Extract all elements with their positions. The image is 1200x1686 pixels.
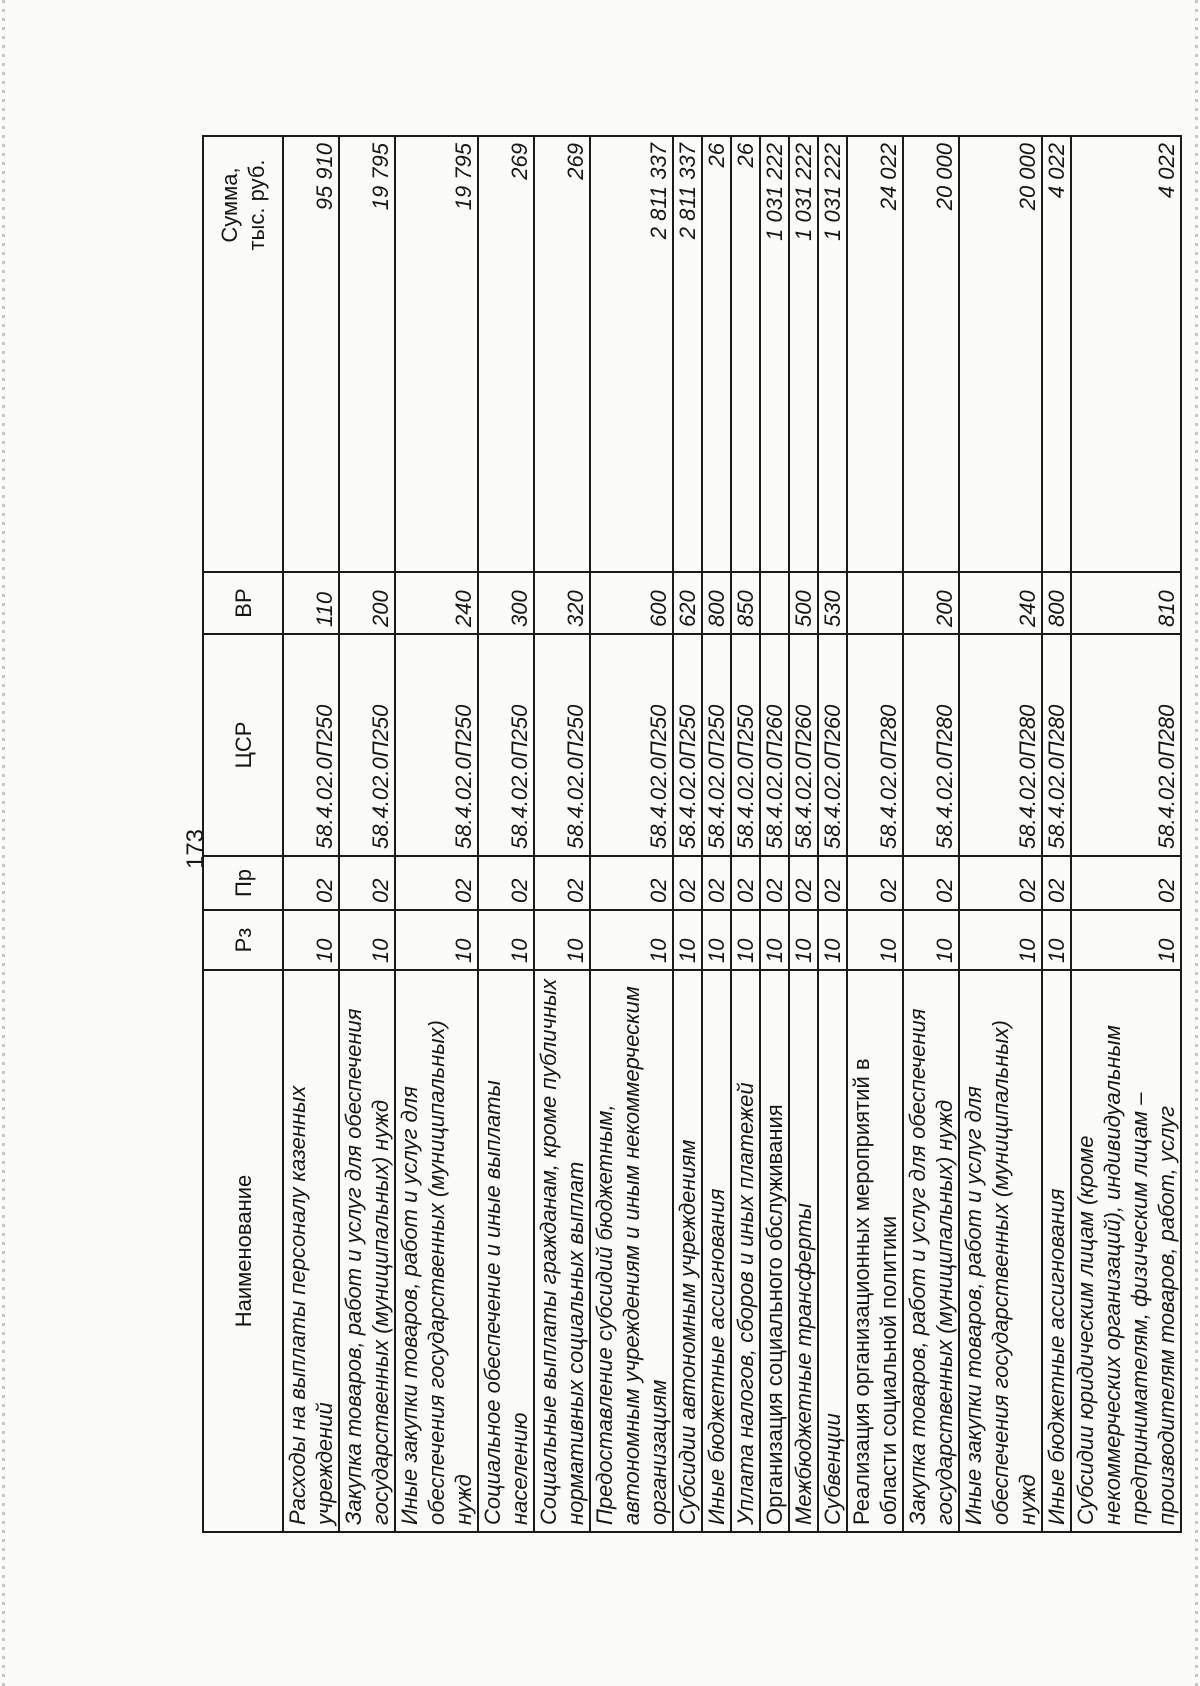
cell-vr: 240 [395,572,478,634]
cell-sum: 19 795 [339,136,395,572]
cell-sum: 269 [534,136,590,572]
cell-rz: 10 [1071,910,1181,970]
cell-vr: 110 [283,572,339,634]
cell-rz: 10 [818,910,847,970]
header-csr: ЦСР [203,634,283,856]
budget-table [202,135,1182,1533]
table-row [847,136,903,1532]
cell-rz: 10 [534,910,590,970]
table-header-row [203,136,283,1532]
table-row [789,136,818,1532]
cell-sum: 4 022 [1042,136,1071,572]
cell-sum: 1 031 222 [789,136,818,572]
cell-rz: 10 [283,910,339,970]
cell-rz: 10 [903,910,959,970]
cell-name: Закупка товаров, работ и услуг для обеспечения государственных (муниципальных) нужд [339,970,395,1532]
cell-rz: 10 [478,910,534,970]
cell-vr: 320 [534,572,590,634]
cell-pr: 02 [1071,856,1181,910]
header-name: Наименование [203,970,283,1532]
cell-name: Реализация организационных мероприятий в области социальной политики [847,970,903,1532]
cell-vr: 800 [702,572,731,634]
cell-vr: 600 [590,572,673,634]
cell-csr: 58.4.02.0П250 [590,634,673,856]
cell-csr: 58.4.02.0П280 [1042,634,1071,856]
cell-pr: 02 [478,856,534,910]
cell-vr: 530 [818,572,847,634]
header-sum-line2: тыс. руб. [244,159,269,251]
cell-csr: 58.4.02.0П260 [818,634,847,856]
cell-sum: 4 022 [1071,136,1181,572]
header-rz: Рз [203,910,283,970]
table-row [903,136,959,1532]
cell-name: Иные бюджетные ассигнования [702,970,731,1532]
cell-rz: 10 [731,910,760,970]
page-number: 173 [182,828,209,870]
cell-rz: 10 [847,910,903,970]
cell-pr: 02 [534,856,590,910]
cell-name: Закупка товаров, работ и услуг для обеспечения государственных (муниципальных) нужд [903,970,959,1532]
cell-csr: 58.4.02.0П250 [731,634,760,856]
cell-name: Социальное обеспечение и иные выплаты населению [478,970,534,1532]
cell-rz: 10 [959,910,1042,970]
cell-pr: 02 [818,856,847,910]
cell-vr: 200 [903,572,959,634]
table-row [1071,136,1181,1532]
cell-name: Субвенции [818,970,847,1532]
cell-csr: 58.4.02.0П280 [959,634,1042,856]
cell-sum: 24 022 [847,136,903,572]
cell-pr: 02 [590,856,673,910]
table-row [339,136,395,1532]
table-row [731,136,760,1532]
cell-name: Предоставление субсидий бюджетным, автономным учреждениям и иным некоммерческим организациям [590,970,673,1532]
cell-csr: 58.4.02.0П260 [789,634,818,856]
cell-name: Социальные выплаты гражданам, кроме публичных нормативных социальных выплат [534,970,590,1532]
cell-sum: 2 811 337 [590,136,673,572]
cell-pr: 02 [847,856,903,910]
cell-csr: 58.4.02.0П250 [339,634,395,856]
cell-sum: 26 [731,136,760,572]
scan-edge-right [1195,0,1198,1686]
cell-name: Расходы на выплаты персоналу казенных учреждений [283,970,339,1532]
budget-table-sheet [202,137,1179,1533]
cell-pr: 02 [731,856,760,910]
cell-rz: 10 [789,910,818,970]
table-row [395,136,478,1532]
cell-sum: 95 910 [283,136,339,572]
cell-csr: 58.4.02.0П250 [283,634,339,856]
cell-pr: 02 [395,856,478,910]
table-body [283,136,1181,1532]
cell-rz: 10 [339,910,395,970]
cell-vr: 300 [478,572,534,634]
cell-pr: 02 [283,856,339,910]
cell-vr: 800 [1042,572,1071,634]
cell-csr: 58.4.02.0П250 [395,634,478,856]
table-row [1042,136,1071,1532]
cell-sum: 269 [478,136,534,572]
cell-pr: 02 [673,856,702,910]
cell-csr: 58.4.02.0П250 [478,634,534,856]
cell-rz: 10 [702,910,731,970]
cell-vr: 240 [959,572,1042,634]
table-row [478,136,534,1532]
table-row [283,136,339,1532]
cell-vr [847,572,903,634]
table-row [959,136,1042,1532]
cell-vr: 850 [731,572,760,634]
scan-edge-left [2,0,5,1686]
table-row [818,136,847,1532]
cell-csr: 58.4.02.0П280 [847,634,903,856]
cell-sum: 19 795 [395,136,478,572]
cell-csr: 58.4.02.0П250 [534,634,590,856]
cell-name: Субсидии юридическим лицам (кроме некоммерческих организаций), индивидуальным предпринимателям, физическим лицам – производителям товаров, работ, услуг [1071,970,1181,1532]
cell-csr: 58.4.02.0П280 [903,634,959,856]
table-row [760,136,789,1532]
header-sum [203,136,283,572]
cell-name: Межбюджетные трансферты [789,970,818,1532]
cell-vr: 500 [789,572,818,634]
cell-rz: 10 [1042,910,1071,970]
cell-name: Иные закупки товаров, работ и услуг для обеспечения государственных (муниципальных) нужд [395,970,478,1532]
header-sum-line1: Сумма, [217,167,242,243]
cell-vr [760,572,789,634]
cell-vr: 200 [339,572,395,634]
cell-pr: 02 [903,856,959,910]
cell-sum: 20 000 [903,136,959,572]
cell-name: Уплата налогов, сборов и иных платежей [731,970,760,1532]
cell-pr: 02 [702,856,731,910]
header-pr: Пр [203,856,283,910]
cell-rz: 10 [590,910,673,970]
table-row [590,136,673,1532]
cell-pr: 02 [339,856,395,910]
cell-vr: 620 [673,572,702,634]
cell-pr: 02 [760,856,789,910]
cell-sum: 2 811 337 [673,136,702,572]
cell-pr: 02 [789,856,818,910]
cell-pr: 02 [1042,856,1071,910]
cell-pr: 02 [959,856,1042,910]
cell-sum: 20 000 [959,136,1042,572]
cell-rz: 10 [760,910,789,970]
cell-rz: 10 [395,910,478,970]
cell-sum: 1 031 222 [760,136,789,572]
cell-name: Субсидии автономным учреждениям [673,970,702,1532]
cell-rz: 10 [673,910,702,970]
cell-csr: 58.4.02.0П250 [702,634,731,856]
cell-name: Организация социального обслуживания [760,970,789,1532]
cell-csr: 58.4.02.0П260 [760,634,789,856]
cell-csr: 58.4.02.0П250 [673,634,702,856]
cell-sum: 26 [702,136,731,572]
cell-name: Иные бюджетные ассигнования [1042,970,1071,1532]
cell-csr: 58.4.02.0П280 [1071,634,1181,856]
cell-sum: 1 031 222 [818,136,847,572]
table-row [534,136,590,1532]
table-row [702,136,731,1532]
table-row [673,136,702,1532]
cell-name: Иные закупки товаров, работ и услуг для обеспечения государственных (муниципальных) нужд [959,970,1042,1532]
header-vr: ВР [203,572,283,634]
cell-vr: 810 [1071,572,1181,634]
